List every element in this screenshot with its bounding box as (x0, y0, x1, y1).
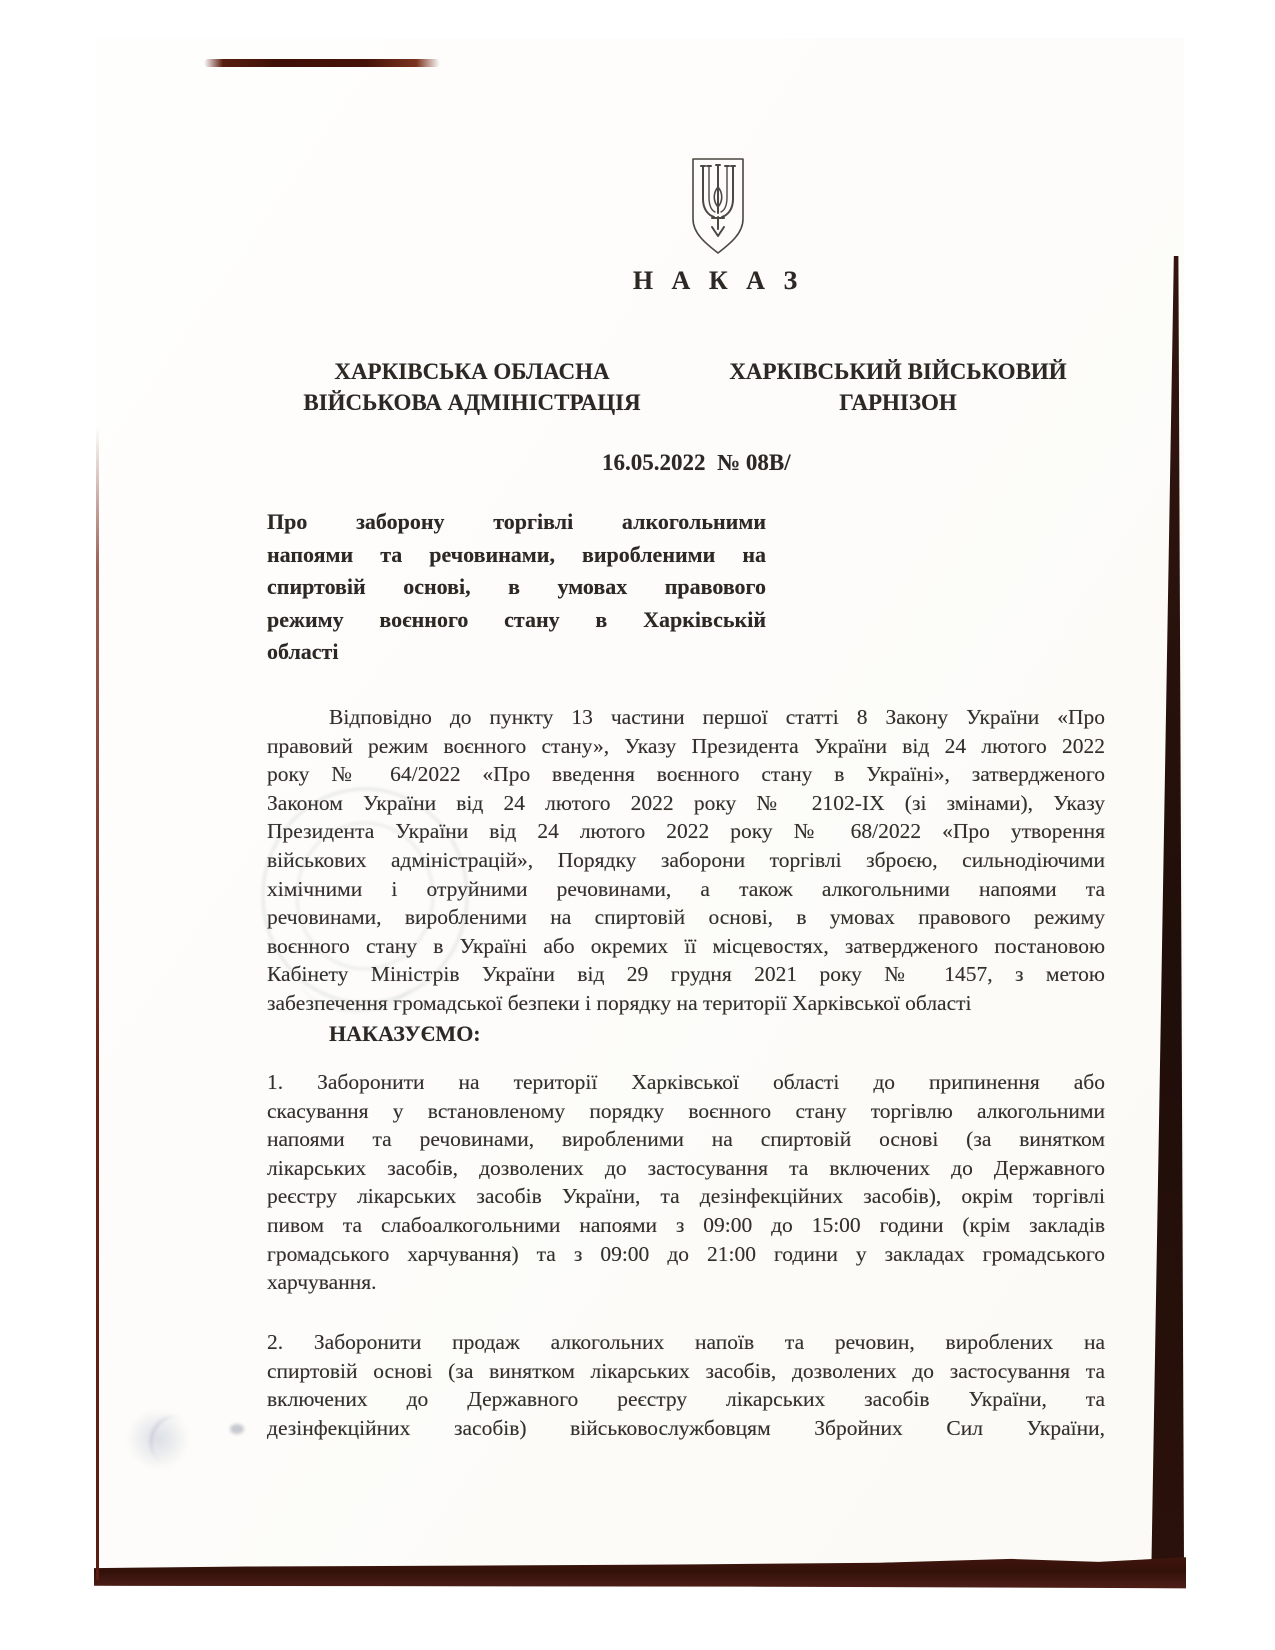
preamble-line: воєнного стану в Україні або окремих її місцевостях, затвердженого постановою (267, 933, 1105, 958)
subject-line: спиртовій основі, в умовах правового (267, 574, 766, 600)
resolution-word: НАКАЗУЄМО: (329, 1021, 481, 1046)
order-item-line: спиртовій основі (за винятком лікарських засобів, дозволених до застосування та (267, 1358, 1105, 1383)
preamble-line: Законом України від 24 лютого 2022 року № 2102-ІХ (зі змінами), Указу (267, 790, 1105, 815)
subject-line: області (267, 639, 339, 665)
order-item-line: реєстру лікарських засобів України, та дезінфекційних засобів), окрім торгівлі (267, 1184, 1105, 1209)
order-item-line: напоями та речовинами, виробленими на спиртовій основі (за винятком (267, 1127, 1105, 1152)
issuer-left-line2: ВІЙСЬКОВА АДМІНІСТРАЦІЯ (303, 390, 641, 415)
preamble-line: Президента України від 24 лютого 2022 року № 68/2022 «Про утворення (267, 819, 1105, 844)
order-item-line: 2. Заборонити продаж алкогольних напоїв та речовин, вироблених на (267, 1330, 1105, 1354)
preamble-line: речовинами, виробленими на спиртовій основі, в умовах правового режиму (267, 905, 1105, 930)
order-item-line: харчування. (267, 1270, 377, 1295)
order-subject (267, 506, 766, 669)
order-preamble (267, 703, 1105, 1018)
subject-line: Про заборону торгівлі алкогольними (267, 509, 766, 534)
order-heading: Н А К А З (632, 266, 804, 295)
order-item-1 (267, 1068, 1105, 1297)
order-item-line: лікарських засобів, дозволених до застосування та включених до Державного (267, 1155, 1105, 1180)
issuer-right-block (688, 356, 1108, 418)
issuer-right-line2: ГАРНІЗОН (839, 390, 957, 415)
pencil-smudge-dot (230, 1424, 244, 1434)
scan-edge-top-mark (204, 59, 440, 67)
issuer-right-line1: ХАРКІВСЬКИЙ ВІЙСЬКОВИЙ (729, 359, 1067, 384)
subject-line: режиму воєнного стану в Харківській (267, 606, 766, 632)
preamble-line: року № 64/2022 «Про введення воєнного стану в Україні», затвердженого (267, 762, 1105, 787)
preamble-line: Кабінету Міністрів України від 29 грудня 2021 року № 1457, з метою (267, 962, 1105, 987)
ukraine-trident-emblem-icon (690, 156, 746, 258)
order-item-2 (267, 1328, 1105, 1442)
order-item-line: громадського харчування) та з 09:00 до 21:00 години у закладах громадського (267, 1241, 1105, 1266)
issuer-left-block (260, 356, 684, 418)
order-item-line: пивом та слабоалкогольними напоями з 09:00 до 15:00 години (крім закладів (267, 1212, 1105, 1237)
order-date-and-number: 16.05.2022 № 08В/ (602, 450, 791, 475)
order-item-line: 1. Заборонити на території Харківської області до припинення або (267, 1070, 1105, 1094)
scan-edge-left (96, 428, 99, 1580)
order-item-line: скасування у встановленому порядку воєнного стану торгівлю алкогольними (267, 1098, 1105, 1123)
preamble-line: забезпечення громадської безпеки і порядку на території Харківської області (267, 990, 972, 1015)
order-item-line: дезінфекційних засобів) військовослужбовцям Збройних Сил України, (267, 1415, 1105, 1440)
issuer-left-line1: ХАРКІВСЬКА ОБЛАСНА (334, 359, 610, 384)
order-item-line: включених до Державного реєстру лікарських засобів України, та (267, 1387, 1105, 1412)
subject-line: напоями та речовинами, виробленими на (267, 541, 766, 567)
preamble-line: правовий режим воєнного стану», Указу Президента України від 24 лютого 2022 (267, 733, 1105, 758)
preamble-line: хімічними і отруйними речовинами, а також алкогольними напоями та (267, 876, 1105, 901)
preamble-line: військових адміністрацій», Порядку заборони торгівлі зброєю, сильнодіючими (267, 847, 1105, 872)
preamble-line: Відповідно до пункту 13 частини першої статті 8 Закону України «Про (329, 705, 1105, 729)
